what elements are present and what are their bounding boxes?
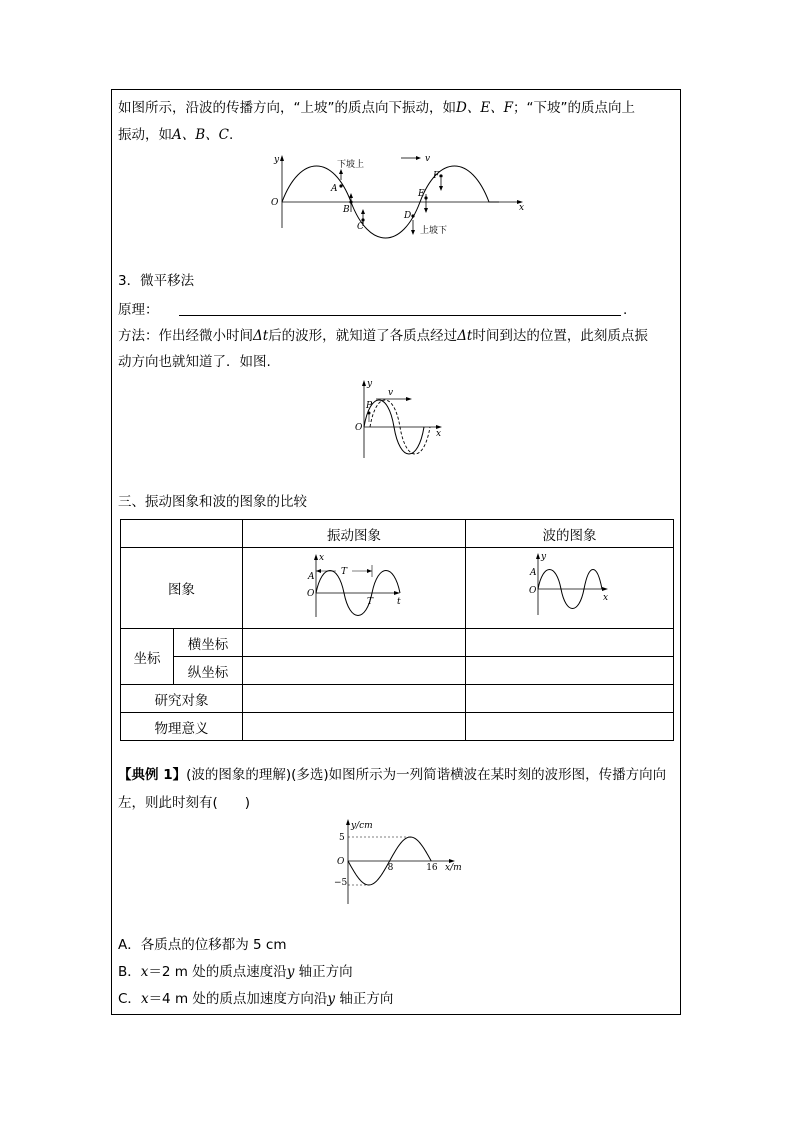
option-a: A．各质点的位移都为 5 cm <box>118 937 287 953</box>
fig2-y-label: y <box>367 379 373 389</box>
table-row <box>121 657 674 685</box>
fig1-point-a: A <box>331 184 338 194</box>
fig1-x-label: x <box>519 203 525 213</box>
fig1-y-label: y <box>274 155 280 165</box>
fig2-point-p: P <box>366 401 373 411</box>
fig1-origin-label: O <box>271 198 279 208</box>
cell-blank <box>243 629 466 657</box>
table-row <box>121 548 674 629</box>
row-object-label: 研究对象 <box>121 685 243 713</box>
fig2-origin-label: O <box>355 423 363 433</box>
intro-line-1: 如图所示，沿波的传播方向，“上坡”的质点向下振动，如D、E、F；“下坡”的质点向上 <box>118 100 636 116</box>
table-row <box>121 713 674 741</box>
wave-y-label: y <box>540 552 546 562</box>
table-corner-cell <box>121 520 243 548</box>
option-b: B．x＝2 m 处的质点速度沿y 轴正方向 <box>118 964 353 980</box>
table-header-row <box>121 520 674 548</box>
row-horizontal-label: 横坐标 <box>174 629 243 657</box>
fig2-x-label: x <box>436 429 442 439</box>
principle-blank <box>179 315 621 316</box>
fig1-point-f: F <box>433 171 440 181</box>
wave-origin-label: O <box>528 586 536 596</box>
example-line-1: 【典例 1】(波的图象的理解)(多选)如图所示为一列简谐横波在某时刻的波形图，传播方向向 <box>118 767 667 783</box>
comparison-table <box>120 519 674 741</box>
vib-period-label-2: T <box>367 597 374 607</box>
wave-a-label: A <box>529 568 536 578</box>
wave-graph-cell <box>466 548 674 629</box>
fig3-tick-x-8: 8 <box>387 863 394 873</box>
cell-blank <box>466 657 674 685</box>
option-c: C．x＝4 m 处的质点加速度方向沿y 轴正方向 <box>118 991 394 1007</box>
principle-period: . <box>623 302 628 318</box>
vibration-graph-cell <box>243 548 466 629</box>
vib-a-label: A <box>308 572 315 582</box>
row-graph-label: 图象 <box>121 548 243 629</box>
wave-graph <box>528 551 612 621</box>
cell-blank <box>243 713 466 741</box>
cell-blank <box>243 685 466 713</box>
fig3-origin-label: O <box>337 857 345 867</box>
fig1-point-c: C <box>357 222 364 232</box>
table-row <box>121 685 674 713</box>
row-coord-label: 坐标 <box>121 629 174 685</box>
table-row <box>121 629 674 657</box>
header-vibration: 振动图象 <box>243 520 466 548</box>
fig1-downhill-up-label: 下坡上 <box>337 160 365 170</box>
method-line-1: 方法：作出经微小时间Δt后的波形，就知道了各质点经过Δt时间到达的位置，此刻质点振 <box>118 328 648 344</box>
fig3-x-axis-label: x/m <box>445 863 462 873</box>
header-wave: 波的图象 <box>466 520 674 548</box>
fig1-v-label: v <box>425 154 431 164</box>
fig1-uphill-down-label: 上坡下 <box>420 226 448 236</box>
fig3-y-axis-label: y/cm <box>351 821 373 831</box>
fig3-tick-x-16: 16 <box>426 863 438 873</box>
fig3-tick-y-neg5: −5 <box>334 878 348 888</box>
method-line-2: 动方向也就知道了．如图. <box>118 354 271 370</box>
example-wave-chart <box>330 816 466 906</box>
micro-shift-figure <box>350 378 450 460</box>
fig1-point-d: D <box>404 211 412 221</box>
cell-blank <box>466 713 674 741</box>
row-meaning-label: 物理意义 <box>121 713 243 741</box>
fig1-point-e: E <box>418 189 425 199</box>
section-three-title: 三、振动图象和波的图象的比较 <box>118 494 307 510</box>
principle-label: 原理： <box>118 302 159 318</box>
fig3-tick-y-5: 5 <box>339 833 345 843</box>
vib-origin-label: O <box>307 589 315 599</box>
vibration-graph <box>304 551 404 621</box>
wave-slope-figure <box>265 150 535 240</box>
section-3-title: 3．微平移法 <box>118 273 195 289</box>
vib-t-label: t <box>397 597 401 607</box>
cell-blank <box>466 685 674 713</box>
wave-x-label: x <box>602 593 608 603</box>
cell-blank <box>243 657 466 685</box>
fig1-point-b: B <box>343 205 350 215</box>
intro-line-2: 振动，如A、B、C. <box>118 127 234 143</box>
example-line-2: 左，则此时刻有( ) <box>118 795 251 811</box>
vib-x-label: x <box>319 553 325 563</box>
cell-blank <box>466 629 674 657</box>
vib-period-label-1: T <box>341 567 348 577</box>
row-vertical-label: 纵坐标 <box>174 657 243 685</box>
fig2-v-label: v <box>388 388 394 398</box>
